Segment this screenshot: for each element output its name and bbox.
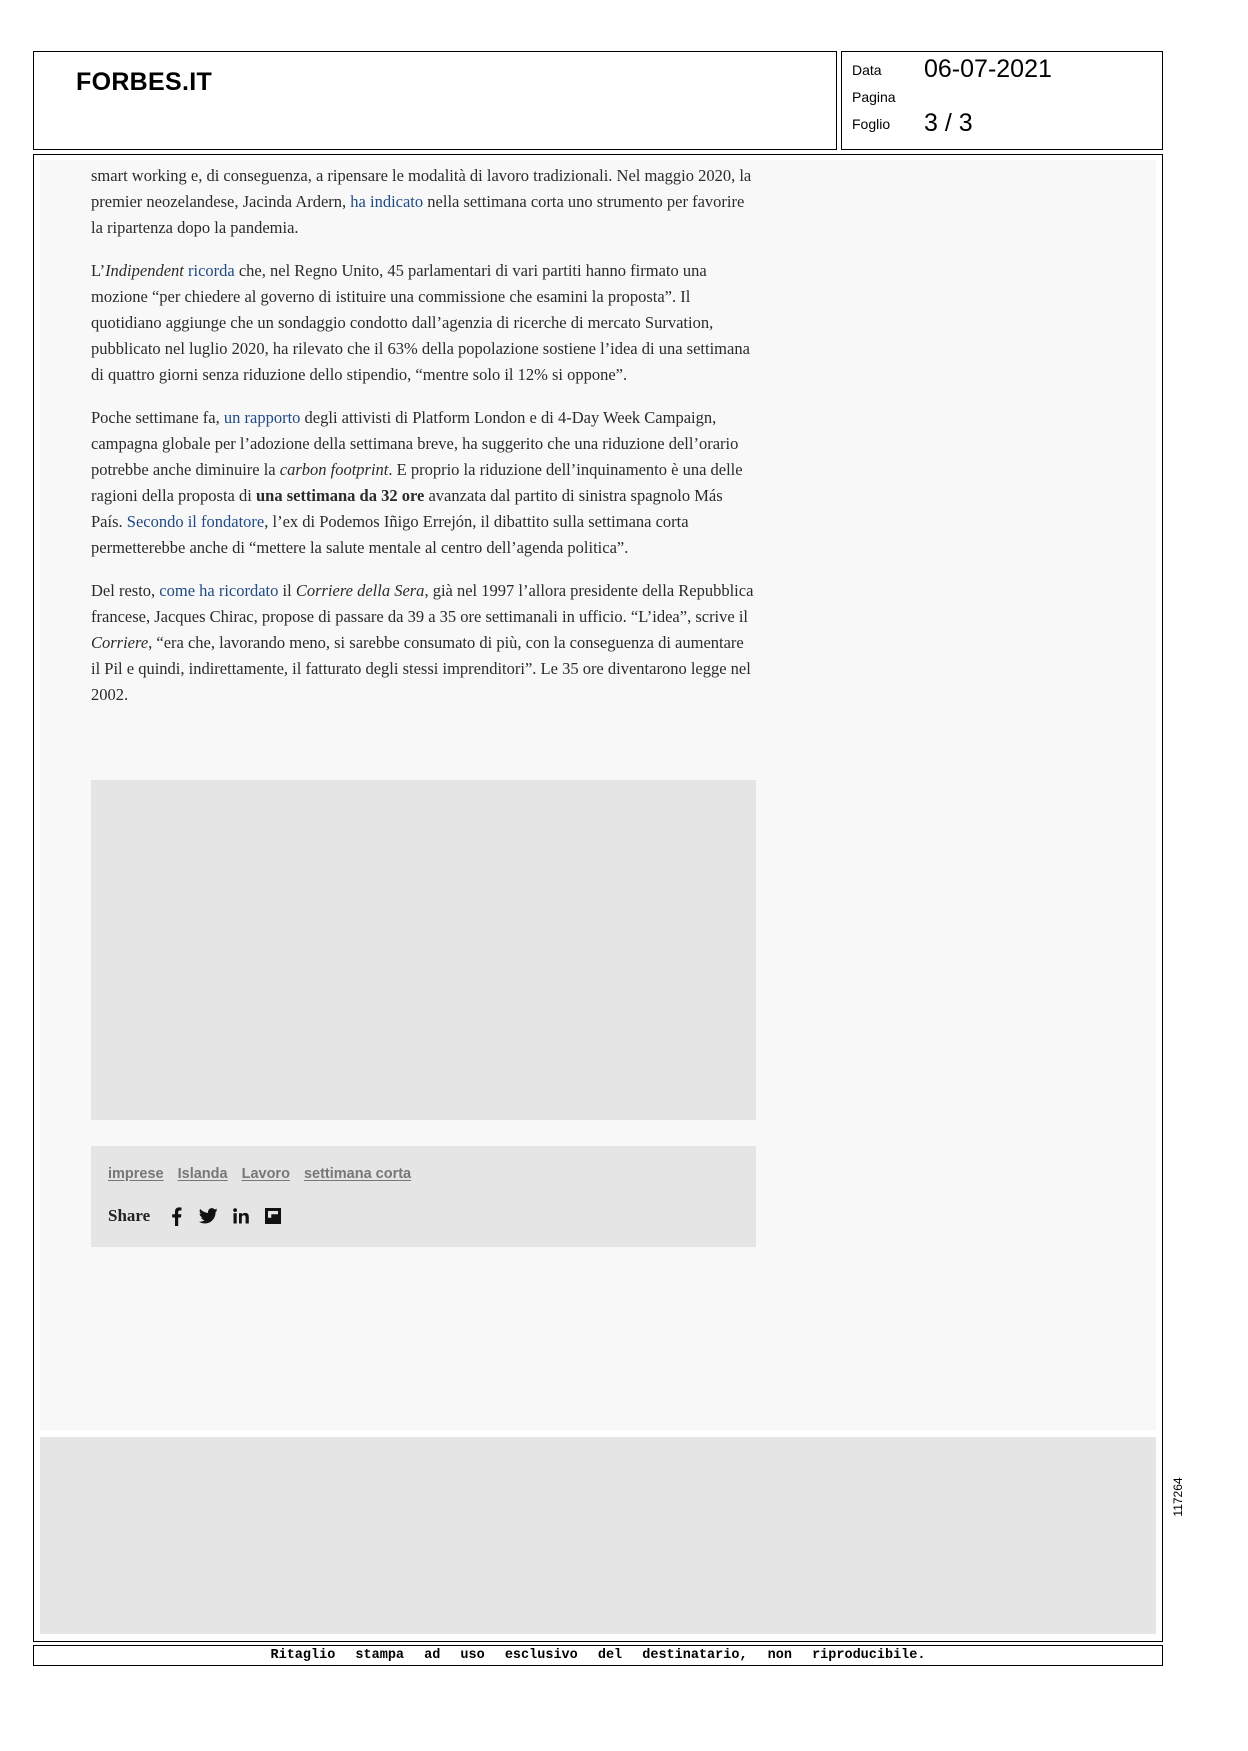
paragraph-3 [91,405,756,561]
tag-link[interactable]: Islanda [177,1166,228,1182]
text-run: , già nel 1997 l’allora presidente della Repubblica francese, Jacques Chirac, propose di passare da 39 a 35 ore settimanali in ufficio. “L’idea”, scrive il [91,581,754,626]
header-left-frame [33,51,837,150]
data-label: Data [852,62,882,78]
clipping-code: 117264 [1171,1477,1185,1517]
tag-link[interactable]: settimana corta [303,1166,412,1182]
pagina-label: Pagina [852,89,896,105]
share-bar [108,1206,282,1226]
text-run: , l’ex di Podemos Iñigo Errejón, il dibattito sulla settimana corta permetterebbe anche di “mettere la salute mentale al centro dell’agenda politica”. [91,512,689,557]
bold-run: una settimana da 32 ore [255,486,425,505]
article-body [91,163,756,725]
data-value: 06-07-2021 [924,55,1052,83]
text-run: che, nel Regno Unito, 45 parlamentari di vari partiti hanno firmato una mozione “per chiedere al governo di istituire una commissione che esamini la proposta”. Il quotidiano aggiunge che un sondaggio condotto dall’agenzia di ricerche di mercato Survation, pubblicato nel luglio 2020, ha rilevato che il 63% della popolazione sostiene l’idea di una settimana di quattro giorni senza riduzione dello stipendio, “mentre solo il 12% si oppone”. [91,261,750,384]
text-run: Del resto, [91,581,160,600]
paragraph-4 [91,578,756,708]
text-run: L’ [91,261,106,280]
tag-list [108,1166,411,1182]
italic-run: carbon footprint [279,460,389,479]
italic-run: Corriere della Sera [295,581,425,600]
flipboard-icon[interactable] [263,1207,282,1226]
tag-link[interactable]: Lavoro [241,1166,290,1182]
italic-run: Indipendent [105,261,184,280]
text-run: smart working e, di conseguenza, a ripensare le modalità di lavoro tradizionali. Nel maggio 2020, la premier neozelandese, Jacinda Ardern, [91,166,752,211]
link-come-ha-ricordato[interactable]: come ha ricordato [159,581,279,600]
publication-brand: FORBES.IT [76,68,213,96]
link-un-rapporto[interactable]: un rapporto [223,408,301,427]
italic-run: Corriere [91,633,149,652]
foglio-label: Foglio [852,116,891,132]
paragraph-1 [91,163,756,241]
link-secondo-il-fondatore[interactable]: Secondo il fondatore [126,512,265,531]
link-ha-indicato[interactable]: ha indicato [350,192,424,211]
text-run: . E proprio la riduzione dell’inquinamento è una delle ragioni della proposta di [91,460,743,505]
text-run: , “era che, lavorando meno, si sarebbe consumato di più, con la conseguenza di aumentare il Pil e quindi, indirettamente, il fatturato degli stessi imprenditori”. Le 35 ore diventarono legge nel 2002. [91,633,751,704]
link-ricorda[interactable]: ricorda [188,261,235,280]
text-run: avanzata dal partito di sinistra spagnolo Más País. [91,486,723,531]
share-label: Share [108,1206,151,1225]
tag-link[interactable]: imprese [108,1166,164,1182]
foglio-value: 3 / 3 [924,109,973,137]
text-run: nella settimana corta uno strumento per favorire la ripartenza dopo la pandemia. [91,192,745,237]
paragraph-2 [91,258,756,388]
text-run: degli attivisti di Platform London e di 4-Day Week Campaign, campagna globale per l’adozione della settimana breve, ha suggerito che una riduzione dell’orario potrebbe anche diminuire la [91,408,739,479]
ad-placeholder [91,780,756,1120]
text-run: Poche settimane fa, [91,408,224,427]
tags-share-panel [91,1146,756,1247]
linkedin-icon[interactable] [231,1207,250,1226]
facebook-icon[interactable] [167,1207,186,1226]
reproduction-notice: Ritaglio stampa ad uso esclusivo del destinatario, non riproducibile. [270,1648,926,1663]
bottom-ad-placeholder [40,1437,1156,1634]
twitter-icon[interactable] [199,1207,218,1226]
text-run: il [278,581,296,600]
